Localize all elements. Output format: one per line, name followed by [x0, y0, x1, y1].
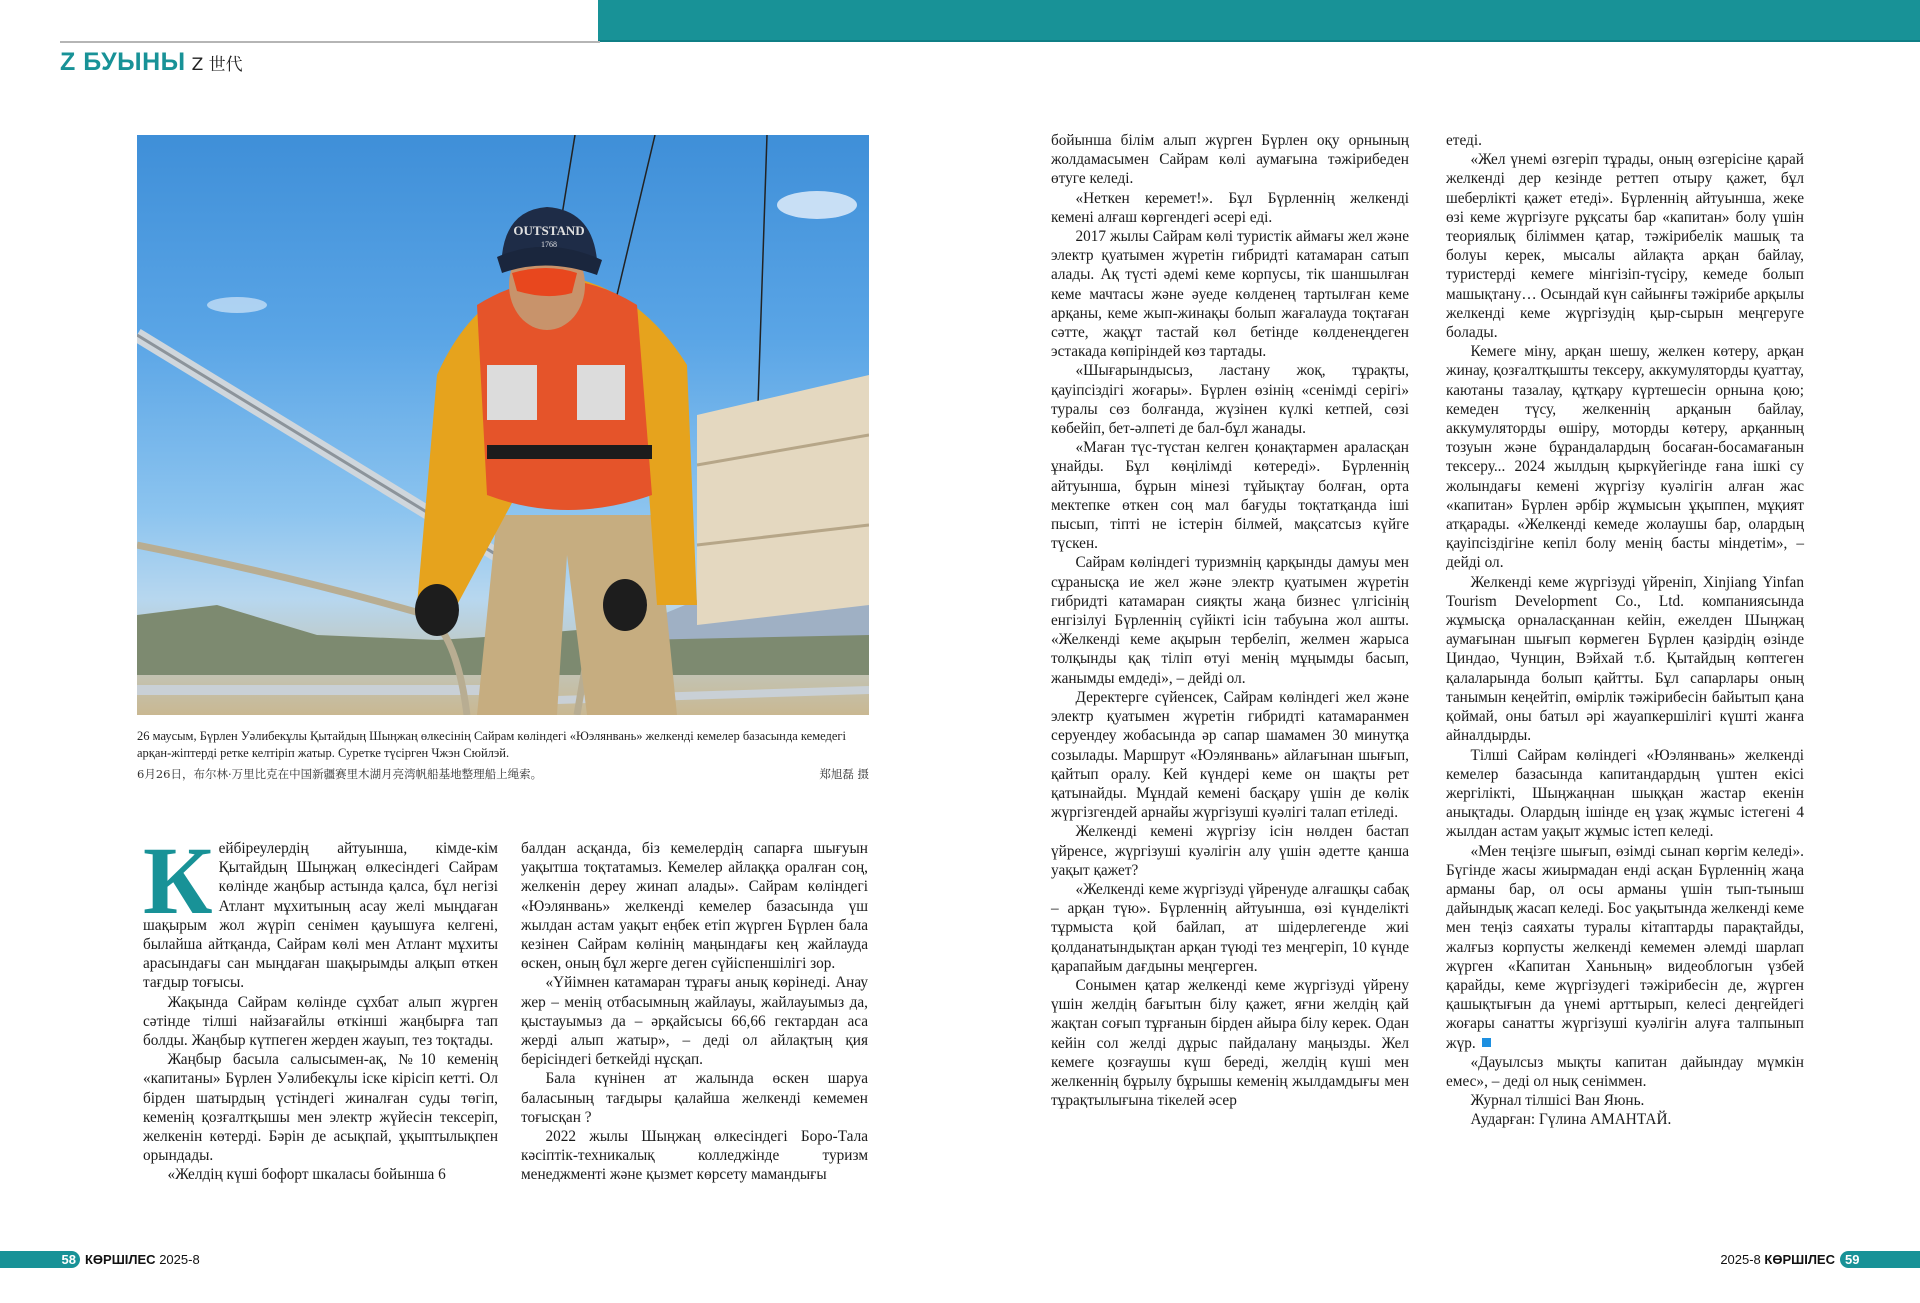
end-of-article-icon — [1482, 1038, 1491, 1047]
article-column-1 — [143, 827, 498, 1185]
article-paragraph: Сонымен қатар желкенді кеме жүргізуді үйрену үшін желдің бағытын білу қажет, яғни желдің қай жақтан соғып тұрғанын бірден айыра білу керек. Одан кейін сол желді дұрыс пайдалану маңызды. Жел кемеге қозғаушы күш береді, желдің күші мен желкеннің бұрылу бұрышы кеменің жылдамдығы мен тұрақтылығына тікелей әсер — [1051, 976, 1409, 1110]
article-paragraph: «Маған түс-түстан келген қонақтармен араласқан ұнайды. Бұл көңілімді көтереді». Бүрленнің айтуынша, бұрын мінезі тұйықтау болған, орта мектепке өткен соң мал бағуды тоқтатқанда іші пысып, тіпті не істерін білмей, мақсатсыз күйге түскен. — [1051, 439, 1409, 553]
article-paragraph: Бала күнінен ат жалында өскен шаруа баласының тағдыры қалайша желкенді кемемен тоғысқан ? — [521, 1070, 868, 1126]
article-paragraph: етеді. — [1446, 132, 1482, 149]
page-number-left: 58 — [0, 1251, 80, 1268]
article-paragraph: Жақында Сайрам көлінде сұхбат алып жүрген сәтінде тілші найзағайлы өткінші жаңбырға тап болды. Жаңбыр күтпеген жерден жауып, тез тоқтады. — [143, 993, 498, 1050]
caption-cn-credit: 郑旭磊 摄 — [819, 767, 869, 781]
header-color-band — [598, 0, 1920, 42]
article-paragraph: Желкенді кемені жүргізу ісін нөлден бастап үйренсе, жүргізуші куәлігін алу үшін әдетте қанша уақыт қажет? — [1051, 823, 1409, 879]
article-paragraph: «Неткен керемет!». Бұл Бүрленнің желкенді кемені алғаш көргендегі әсері еді. — [1051, 189, 1409, 226]
drop-cap: К — [143, 827, 213, 934]
article-paragraph: Тілші Сайрам көліндегі «Юэлянвань» желкенді кемелер базасында капитандардың үштен екісі жергілікті, Шыңжаңнан шыққан жастар екенін анықтады. Олардың ішінде ең ұзақ жұмыс істегені 4 жылдан астам уақыт жұмыс істеп келеді. — [1446, 746, 1804, 841]
article-paragraph: Желкенді кеме жүргізуді үйреніп, Xinjiang Yinfan Tourism Development Co., Ltd. компаниясында жұмысқа орналасқаннан кейін, ежелден Шыңжаң аумағынан шығып көрмеген Бүрлен қазірдің өзінде Циндао, Чунцин, Вэйхай т.б. Қытайдың көптеген қалаларында болып қайтты. Бұл сапарлары оның танымын кеңейтіп, өмірлік тәжірибесін байытып қана қоймай, оны батыл әрі жауапкершілігі күшті жанға айналдырды. — [1446, 573, 1804, 745]
article-paragraph: «Шығарындысыз, ластану жоқ, тұрақты, қауіпсіздігі жоғары». Бүрлен өзінің «сенімді серігі» туралы сөз болғанда, жүзінен күлкі кетпей, сөзі көбейіп, бет-әлпеті де бал-бұл жанады. — [1051, 362, 1409, 438]
magazine-name: КӨРШІЛЕС — [1764, 1252, 1835, 1267]
article-paragraph: балдан асқанда, біз кемелердің сапарға шығуын уақытша тоқтатамыз. Кемелер айлаққа оралған соң, желкенін дереу жинап алады». Сайрам көліндегі «Юэлянвань» желкенді кемелер базасында үш жылдан астам уақыт еңбек етіп жүрген Бүрлен бала кезінен Сайрам көлінің маңындағы кең жайлауда өскен, оның бұл жерге деген сүйіспеншілігі зор. — [521, 840, 868, 973]
section-title: Z БУЫНЫ — [60, 48, 186, 76]
article-paragraph: Кейбіреулердің айтуынша, кімде-кім Қытайдың Шыңжаң өлкесіндегі Сайрам көлінде жаңбыр астында қалса, бұл негізі Атлант мұхитының асау желі мыңдаған шақырым жол жүріп сенімен қауышуға келгені, былайша айтқанда, Сайрам көлі мен Атлант мұхиты арасындағы сан мыңдаған шақырымды алқып өткен тағдыр тоғысы. — [143, 827, 498, 992]
footer-right — [1715, 1251, 1920, 1268]
article-paragraph: 2017 жылы Сайрам көлі туристік аймағы жел және электр қуатымен жүретін гибридті катамаран сатып алады. Ақ түсті әдемі кеме корпусы, тік шаншылған кеме мачтасы және әуеде көлденең тартылған кеме арқаны, кеме жып-жинақы болып жағалауда тоқтаған сәтте, жақұт тастай көл бетінде көлденеңдеген эстакада көпіріндей көз тартады. — [1051, 228, 1409, 361]
article-paragraph: Кемеге міну, арқан шешу, желкен көтеру, арқан жинау, қозғалтқышты тексеру, аккумуляторды қуаттау, каютаны тазалау, құтқару күртешесін орнына қою; кемеден түсу, желкеннің арқанын байлау, аккумуляторды өшіру, моторды көтеру, арқанның тозуын және бұрандалардың босаған-босамағанын тексеру... 2024 жылдың қыркүйегінде ғана ішкі су жолындағы кемені жүргізу куәлігін алған жас «капитан» Бүрлен әрбір жұмысын ұқыппен, мұқият атқарады. «Желкенді кемеде жолаушы бар, олардың қауіпсіздігіне кепіл болу менің басты міндетім», – дейді ол. — [1446, 343, 1804, 572]
svg-text:OUTSTAND: OUTSTAND — [513, 223, 585, 238]
section-header — [60, 48, 243, 77]
article-paragraph: «Мен теңізге шығып, өзімді сынап көргім келеді». Бүгінде жасы жиырмадан енді асқан Бүрленнің жаңа арманы бар, ол осы арманы үшін тып-тыныш дайындық жасап келеді. Бос уақытында желкенді кеме мен теңіз саяхаты туралы кітаптарды парақтайды, жалғыз корпусты желкенді кемемен әлемді шарлап жүрген «Капитан Ханьның» видеоблогын үзбей қарайды, кеме жүргізудегі тәжірибесін де, жүрген қашықтығын да үнемі арттырып, келесі деңгейдегі жоғары санатты жүргізуші куәлігін алуға талпынып жүр. — [1446, 842, 1804, 1052]
issue-number: 2025-8 — [159, 1252, 200, 1267]
article-paragraph: «Желдің күші бофорт шкаласы бойынша 6 — [167, 1166, 446, 1184]
article-paragraph: «Үйімнен катамаран тұрағы анық көрінеді. Анау жер – менің отбасымның жайлауы, жайлауымыз да, қыстауымыз да – әрқайсысы 66,66 гектардан аса жерді алып жатыр», – деді ол айлақтың қия берісіндегі беткейді нұсқап. — [521, 974, 868, 1069]
article-paragraph: бойынша білім алып жүрген Бүрлен оқу орнының жолдамасымен Сайрам көлі аумағына тәжірибеден өтуге келеді. — [1051, 132, 1409, 188]
byline-author: Журнал тілшісі Ван Яюнь. — [1470, 1092, 1645, 1110]
byline-translator: Аударған: Гүлина АМАНТАЙ. — [1470, 1111, 1672, 1129]
article-paragraph: «Желкенді кеме жүргізуді үйренуде алғашқы сабақ – арқан түю». Бүрленнің айтуынша, өзі күнделікті тұрмыста қой байлап, ат шідерлегенде жиі қолданатындықтан арқан түюді тез меңгеріп, 10 күнде қарапайым дағдыны меңгерген. — [1051, 880, 1409, 975]
caption-cn-text: 6月26日，布尔林·万里比克在中国新疆赛里木湖月亮湾帆船基地整理船上绳索。 — [137, 767, 543, 781]
footer-left — [0, 1251, 205, 1268]
article-column-4 — [1446, 131, 1804, 1130]
article-paragraph: «Жел үнемі өзгеріп тұрады, оның өзгерісіне қарай желкенді дер кезінде реттеп отыру қажет, бұл шеберлікті қажет етеді». Бүрленнің айтуынша, жеке өзі кеме жүргізуге рұқсаты бар «капитан» болу үшін теориялық біліммен қатар, тәжірибелік машық та болуы керек, мысалы айлақта арқан байлау, туристерді кемеге мінгізіп-түсіру, кемеде болып машықтану… Осындай күн сайынғы тәжірибе арқылы желкенді кеме жүргізудің қыр-сырын меңгеруге болады. — [1446, 151, 1804, 342]
header-rule — [60, 41, 600, 43]
article-paragraph: Сайрам көліндегі туризмнің қарқынды дамуы мен сұранысқа ие жел және электр қуатымен жүретін гибридті катамаран сияқты жаңа бизнес үлгісінің енгізілуі Бүрленнің сүйікті ісін табуына жол ашты. «Желкенді кеме ақырын тербеліп, желмен жарыса толқынды қақ тіліп өтуі менің мұңымды басып, жанымды емдеді», – дейді ол. — [1051, 554, 1409, 687]
article-paragraph: Жаңбыр басыла салысымен-ақ, №10 кеменің «капитаны» Бүрлен Уәлибекұлы іске кірісіп кетті. Ол бірден шатырдың үстіндегі жиналған суды төгіп, кеменің қозғалтқышы мен электр жүйесін тексеріп, желкенін көтерді. Бәрін де асықпай, ұқыптылықпен орындады. — [143, 1051, 498, 1165]
footer-right-text — [1720, 1252, 1835, 1267]
photo-caption-cn — [137, 766, 869, 782]
article-column-3 — [1051, 131, 1409, 1110]
page-number-right: 59 — [1840, 1251, 1920, 1268]
article-paragraph: «Дауылсыз мықты капитан дайындау мүмкін емес», – деді ол нық сеніммен. — [1446, 1053, 1804, 1090]
article-photo — [137, 135, 869, 715]
magazine-name: КӨРШІЛЕС — [85, 1252, 156, 1267]
footer-left-text — [85, 1252, 200, 1267]
svg-text:1768: 1768 — [541, 240, 557, 249]
issue-number: 2025-8 — [1720, 1252, 1761, 1267]
sailor-photo-illustration — [137, 135, 869, 715]
article-column-2 — [521, 839, 868, 1185]
article-paragraph: Деректерге сүйенсек, Сайрам көліндегі жел және электр қуатымен жүретін гибридті катамаранмен серуендеу жобасында әр сапар шамамен 30 минутқа созылады. Маршрут «Юэлянвань» айлағынан шығып, қайтып оралу. Кей күндері кеме он шақты рет қатынайды. Мұндай кемені басқару үшін де көлік жүргізгендей арнайы жүргізуші куәлігі талап етіледі. — [1051, 688, 1409, 822]
photo-caption: 26 маусым, Бүрлен Уәлибекұлы Қытайдың Шыңжаң өлкесінің Сайрам көліндегі «Юэлянвань» желкенді кемелер базасында кемедегі арқан-жіптерді ретке келтіріп жатыр. Суретке түсірген Чжэн Сюйлэй. — [137, 729, 846, 760]
section-title-cn: Z 世代 — [191, 55, 243, 75]
article-paragraph: 2022 жылы Шыңжаң өлкесіндегі Боро-Тала кәсіптік-техникалық колледжінде туризм менеджменті және қызмет көрсету мамандығы — [521, 1128, 868, 1184]
